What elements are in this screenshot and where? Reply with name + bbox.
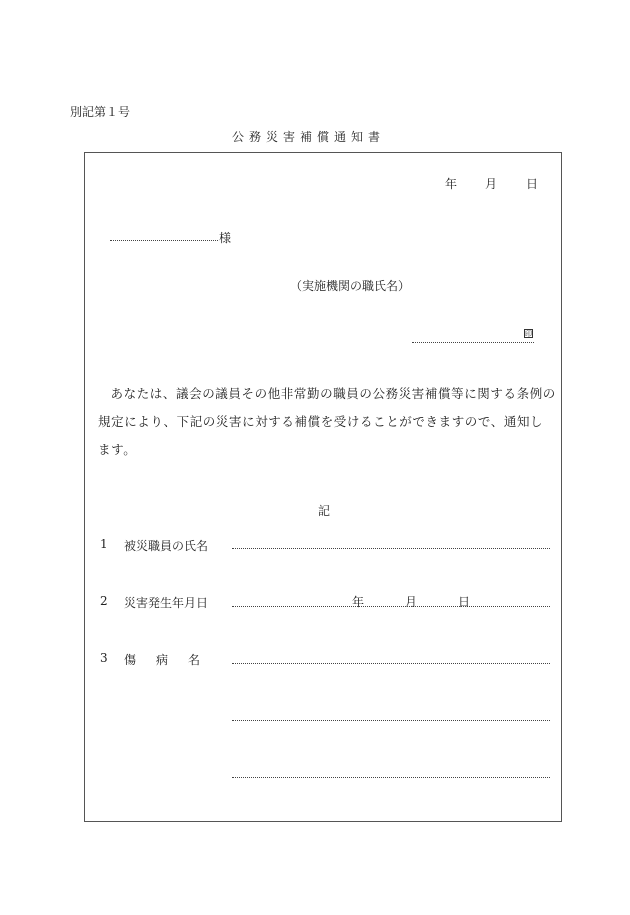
notice-paragraph: あなたは、議会の議員その他非常勤の職員の公務災害補償等に関する条例の規定により、下記の災害に対する補償を受けることができますので、通知します。	[98, 386, 556, 457]
addressee-suffix: 様	[219, 231, 232, 245]
issuer-name-field[interactable]	[412, 342, 534, 343]
item-2-number: 2	[100, 594, 108, 608]
date-day-label: 日	[526, 177, 539, 191]
item-1-number: 1	[100, 537, 108, 551]
injury-name-field-line-3[interactable]	[232, 777, 550, 778]
ki-label: 記	[318, 504, 331, 518]
item-3-label: 傷病名	[124, 653, 221, 667]
injury-name-field-line-1[interactable]	[232, 663, 550, 664]
date-year-label: 年	[445, 177, 458, 191]
item-1-label: 被災職員の氏名	[124, 539, 209, 553]
form-frame	[84, 152, 562, 822]
incident-month-label: 月	[405, 595, 418, 609]
item-3-number: 3	[100, 651, 108, 665]
issuer-label: （実施機関の職氏名）	[290, 279, 411, 293]
item-2-label: 災害発生年月日	[124, 596, 209, 610]
injury-name-field-line-2[interactable]	[232, 720, 550, 721]
form-number: 別記第１号	[70, 105, 131, 119]
victim-name-field[interactable]	[232, 548, 550, 549]
incident-date-field[interactable]	[232, 606, 550, 607]
addressee-name-field[interactable]	[110, 240, 218, 241]
date-month-label: 月	[485, 177, 498, 191]
incident-year-label: 年	[352, 595, 365, 609]
incident-day-label: 日	[458, 595, 471, 609]
seal-icon: 印	[525, 330, 532, 338]
page-title: 公務災害補償通知書	[232, 130, 386, 144]
